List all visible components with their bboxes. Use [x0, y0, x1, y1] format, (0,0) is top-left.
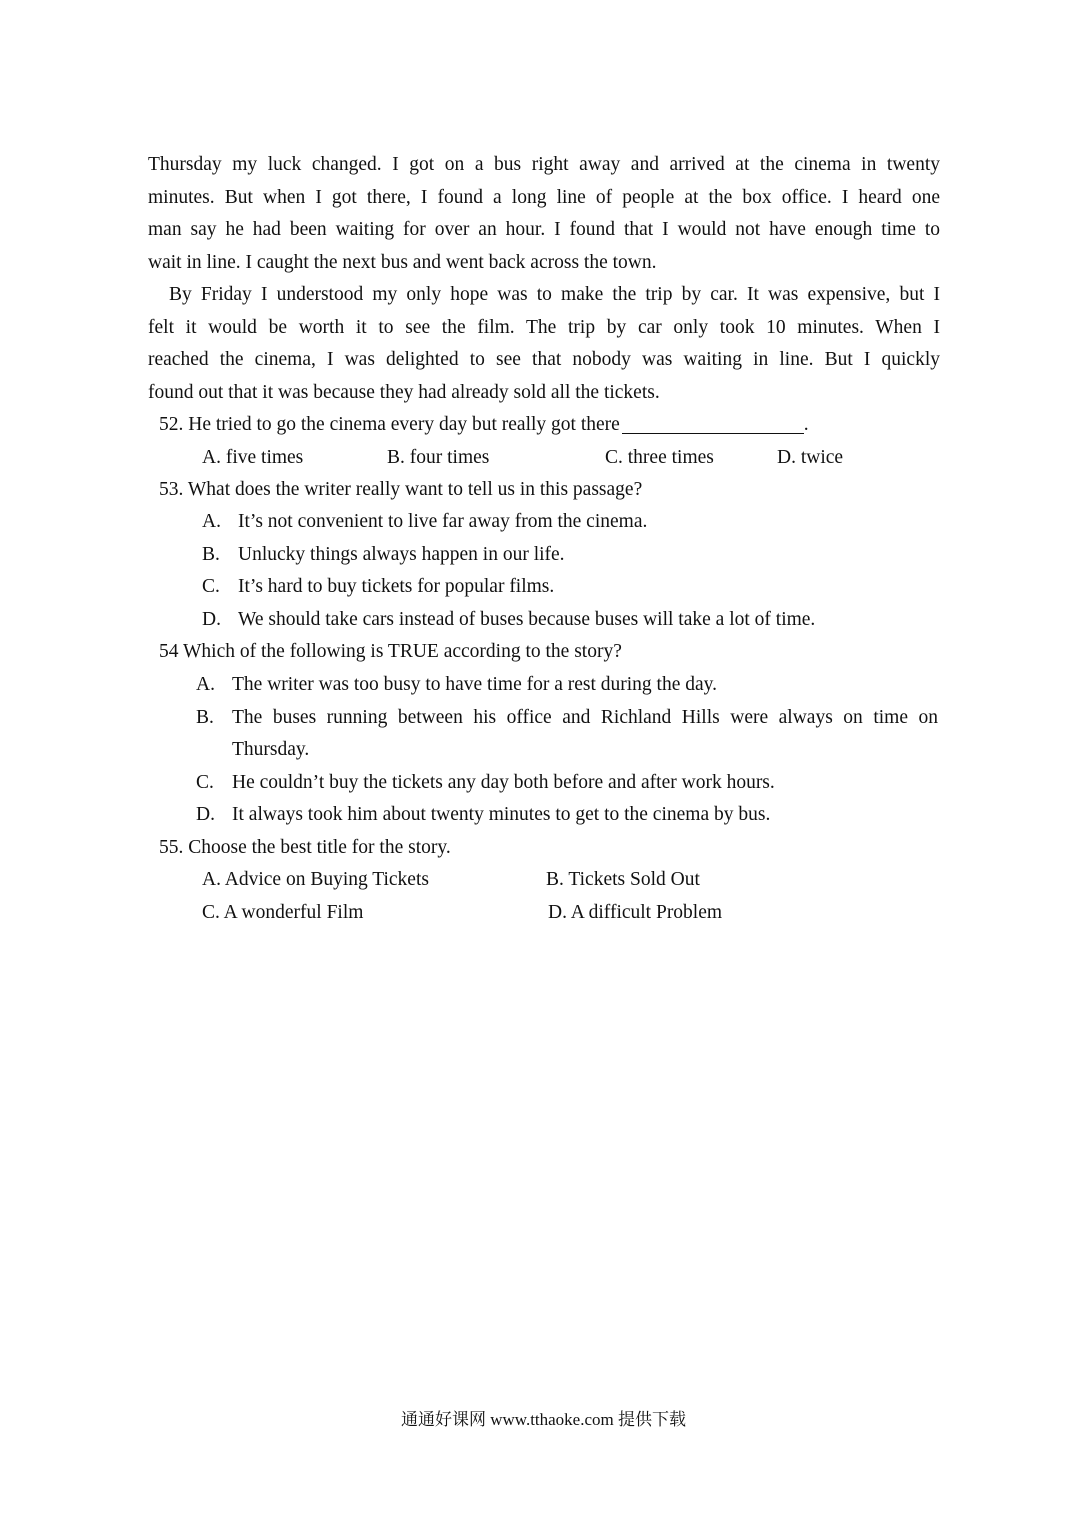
passage-line: found out that it was because they had already sold all the tickets. — [148, 381, 660, 403]
passage-line: Thursday my luck changed. I got on a bus right away and arrived at the cinema in twenty — [148, 154, 940, 175]
q53-option-b: B. Unlucky things always happen in our life. — [202, 544, 565, 565]
question-54: 54 Which of the following is TRUE according to the story? — [159, 641, 622, 662]
q55-option-b: B. Tickets Sold Out — [546, 869, 700, 890]
question-53: 53. What does the writer really want to tell us in this passage? — [159, 479, 643, 500]
q54-option-d: D. It always took him about twenty minutes to get to the cinema by bus. — [196, 804, 771, 825]
q54-option-a: A. The writer was too busy to have time for a rest during the day. — [196, 674, 718, 695]
q55-option-d: D. A difficult Problem — [548, 902, 723, 923]
passage-line: minutes. But when I got there, I found a long line of people at the box office. I heard one — [148, 186, 940, 208]
question-55: 55. Choose the best title for the story. — [159, 837, 451, 858]
q55-option-a: A. Advice on Buying Tickets — [202, 869, 429, 890]
passage-line: man say he had been waiting for over an hour. I found that I would not have enough time to — [148, 219, 940, 240]
passage-paragraph-2 — [148, 279, 940, 409]
q52-option-d: D. twice — [777, 447, 844, 468]
page-footer: 通通好课网 www.tthaoke.com 提供下载 — [400, 1410, 687, 1429]
question-stem: 52. He tried to go the cinema every day but really got there — [159, 414, 620, 435]
passage-line: reached the cinema, I was delighted to see that nobody was waiting in line. But I quickly — [148, 349, 940, 370]
q53-option-d: D. We should take cars instead of buses because buses will take a lot of time. — [202, 609, 816, 630]
answer-blank — [622, 413, 804, 434]
passage-line: wait in line. I caught the next bus and went back across the town. — [148, 251, 657, 273]
q53-option-c: C. It’s hard to buy tickets for popular films. — [202, 576, 555, 597]
passage-line: felt it would be worth it to see the film. The trip by car only took 10 minutes. When I — [148, 316, 940, 338]
passage-line: By Friday I understood my only hope was to make the trip by car. It was expensive, but I — [169, 284, 940, 305]
q54-option-b: B. The buses running between his office and Richland Hills were always on time on — [196, 707, 938, 728]
q53-option-a: A. It’s not convenient to live far away from the cinema. — [202, 511, 648, 532]
q54-option-b-continued: Thursday. — [232, 739, 310, 760]
passage-paragraph-1 — [148, 149, 940, 279]
q54-option-c: C. He couldn’t buy the tickets any day both before and after work hours. — [196, 772, 775, 793]
question-52 — [159, 409, 809, 442]
q55-option-c: C. A wonderful Film — [202, 902, 364, 923]
q52-option-b: B. four times — [387, 447, 490, 468]
q52-option-a: A. five times — [202, 447, 304, 468]
q52-option-c: C. three times — [605, 447, 714, 468]
question-end: . — [803, 414, 809, 435]
